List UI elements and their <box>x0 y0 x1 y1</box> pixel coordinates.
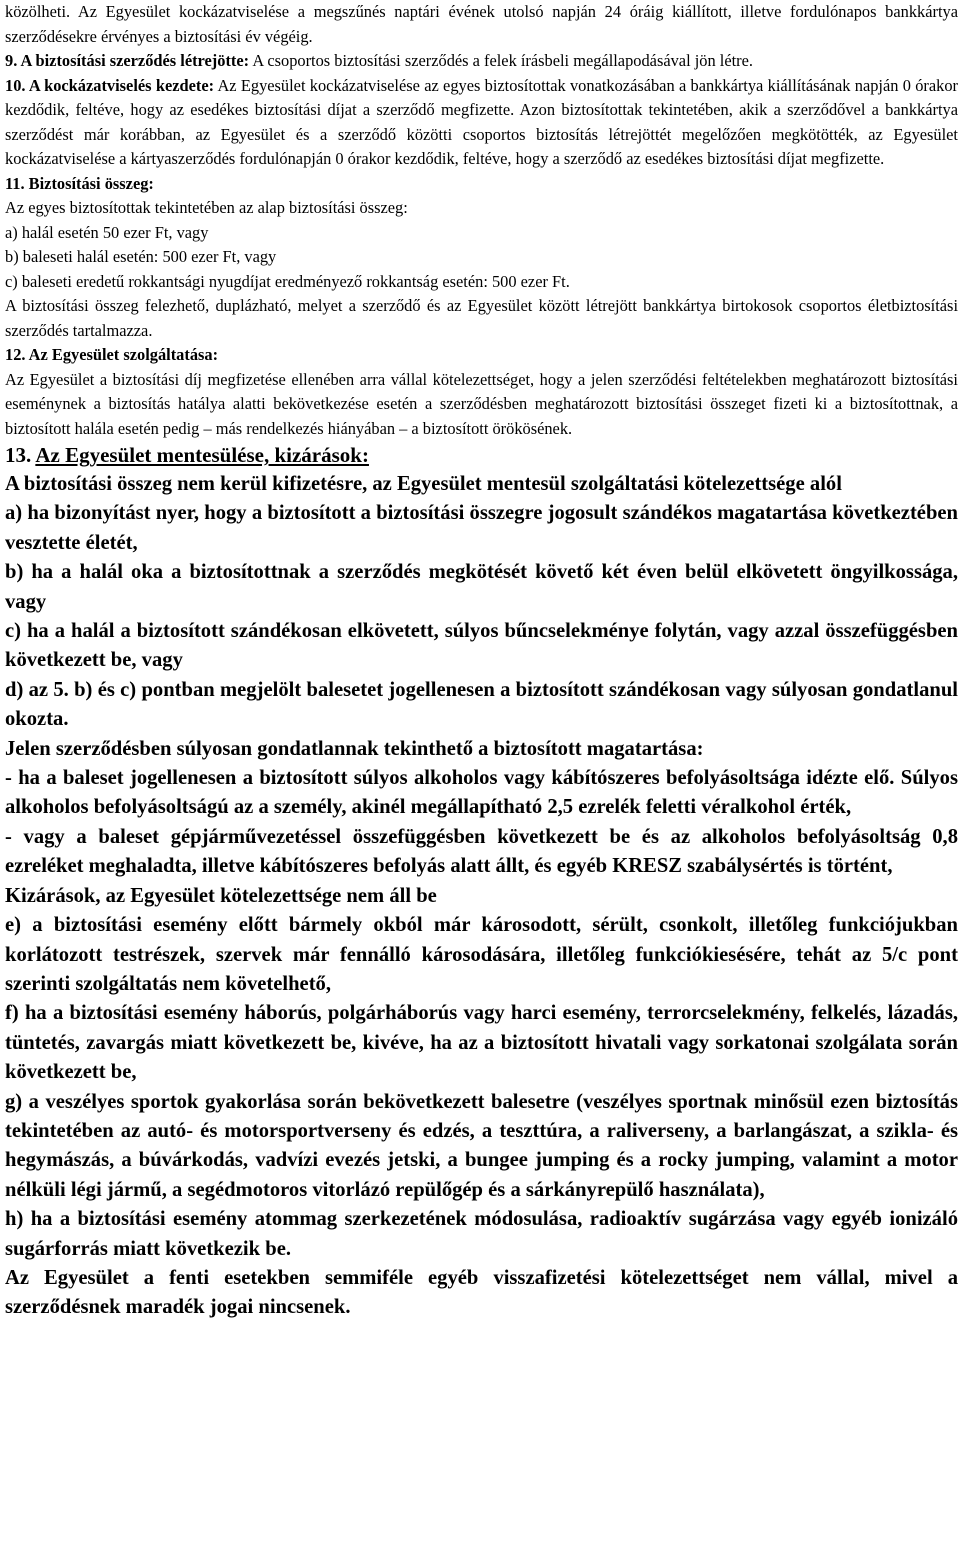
section-11-title: 11. Biztosítási összeg: <box>5 173 154 193</box>
exemption-item-d: d) az 5. b) és c) pontban megjelölt balesetet jogellenesen a biztosított szándékosan vagy súlyosan gondatlanul okozta. <box>5 678 958 731</box>
section-11-intro: Az egyes biztosítottak tekintetében az alap biztosítási összeg: <box>5 198 408 217</box>
exclusions-intro: Kizárások, az Egyesület kötelezettsége nem áll be <box>5 884 437 907</box>
section-9 <box>5 49 958 74</box>
section-13-body <box>5 470 958 1323</box>
exemption-item-a: a) ha bizonyítást nyer, hogy a biztosított a biztosítási összegre jogosult szándékos magatartása következtében vesztette életét, <box>5 502 958 554</box>
section-11-item-a: a) halál esetén 50 ezer Ft, vagy <box>5 222 209 242</box>
exclusion-item-f: f) ha a biztosítási esemény háborús, polgárháborús vagy harci esemény, terrorcselekmény, felkelés, lázadás, tüntetés, zavargás miatt következett be, kivéve, ha az a biztosított hivatali vagy sorkatonai szolgálata során következett be, <box>5 1002 958 1084</box>
section-10-text: Az Egyesület kockázatviselése az egyes biztosítottak vonatkozásában a bankkártya kiállításának napján 0 órakor kezdődik, feltéve, hogy az esedékes biztosítási díjat a szerződő megfizette. Azon biztosítottak tekintetében, akik a szerződővel a bankkártya szerződést már korábban, az Egyesület és a szerződő közötti csoportos biztosítás létrejöttét megelőzően megkötötték, az Egyesület kockázatviselése a kártyaszerződés fordulónapján 0 órakor kezdődik, feltéve, hogy a szerződő az esedékes biztosítási díjat megfizette. <box>5 75 958 168</box>
exemption-item-b: b) ha a halál oka a biztosítottnak a szerződés megkötését követő két éven belül elkövetett öngyilkossága, vagy <box>5 561 958 613</box>
section-9-title: 9. A biztosítási szerződés létrejötte: <box>5 51 250 70</box>
section-10-title: 10. A kockázatviselés kezdete: <box>5 75 215 95</box>
section-13-title: Az Egyesület mentesülése, kizárások: <box>35 443 369 467</box>
section-12-title: 12. Az Egyesület szolgáltatása: <box>5 345 219 364</box>
closing-paragraph: Az Egyesület a fenti esetekben semmiféle egyéb visszafizetési kötelezettséget nem vállal, mivel a szerződésnek maradék jogai nincsenek. <box>5 1266 958 1319</box>
section-9-text: A csoportos biztosítási szerződés a felek írásbeli megállapodásával jön létre. <box>249 51 753 70</box>
section-11-note: A biztosítási összeg felezhető, duplázható, melyet a szerződő és az Egyesület között létrejött bankkártya birtokosok csoportos életbiztosítási szerződés tartalmazza. <box>5 296 958 340</box>
exclusion-item-g: g) a veszélyes sportok gyakorlása során bekövetkezett balesetre (veszélyes sportnak minősül ezen biztosítás tekintetében az autó- és motorsportverseny és edzés, a teszttúra, a raliverseny, a barlangászat, a szikla- és hegymászás, a búvárkodás, vadvízi evezés jetski, a bungee jumping és a rocky jumping, valamint a motor nélküli légi jármű, a segédmotoros vitorlázó repülőgép és a sárkányrepülő használata), <box>5 1090 958 1201</box>
section-13-number: 13. <box>5 443 36 467</box>
section-13-heading <box>5 441 958 470</box>
section-11-item-c: c) baleseti eredetű rokkantsági nyugdíjat eredményező rokkantság esetén: 500 ezer Ft. <box>5 271 570 291</box>
exemption-intro: A biztosítási összeg nem kerül kifizetésre, az Egyesület mentesül szolgáltatási kötelezettsége alól <box>5 473 842 495</box>
exemption-item-c: c) ha a halál a biztosított szándékosan elkövetett, súlyos bűncselekménye folytán, vagy azzal összefüggésben következett be, vagy <box>5 620 958 672</box>
small-text-section <box>5 0 958 441</box>
section-10 <box>5 74 958 172</box>
gross-negligence-intro: Jelen szerződésben súlyosan gondatlannak tekinthető a biztosított magatartása: <box>5 737 704 760</box>
gross-negligence-alcohol: - ha a baleset jogellenesen a biztosított súlyos alkoholos vagy kábítószeres befolyásoltsága idézte elő. Súlyos alkoholos befolyásoltságú az a személy, akinél megállapítható 2,5 ezrelék feletti véralkohol érték, <box>5 767 958 819</box>
section-12-text: Az Egyesület a biztosítási díj megfizetése ellenében arra vállal kötelezettséget, hogy a jelen szerződési feltételekben meghatározott biztosítási eseménynek a biztosítás hatálya alatti bekövetkezése esetén a szerződésben meghatározott biztosítási összeget fizeti ki a biztosítottnak, a biztosított halála esetén pedig – más rendelkezés hiányában – a biztosított örökösének. <box>5 369 958 438</box>
gross-negligence-driving: - vagy a baleset gépjárművezetéssel összefüggésben következett be és az alkoholos befolyásoltság 0,8 ezreléket meghaladta, illetve kábítószeres befolyás alatt állt, és egyéb KRESZ szabálysértés is történt, <box>5 825 958 878</box>
exclusion-item-h: h) ha a biztosítási esemény atommag szerkezetének módosulása, radioaktív sugárzása vagy egyéb ionizáló sugárforrás miatt következik be. <box>5 1208 958 1260</box>
exclusion-item-e: e) a biztosítási esemény előtt bármely okból már károsodott, sérült, csonkolt, illetőleg funkciójukban korlátozott testrészek, szervek már fennálló károsodására, illetőleg funkciókiesésére, tehát az 5/c pont szerinti szolgáltatás nem követelhető, <box>5 914 958 995</box>
section-11-item-b: b) baleseti halál esetén: 500 ezer Ft, vagy <box>5 247 277 266</box>
continuation-paragraph: közölheti. Az Egyesület kockázatviselése a megszűnés naptári évének utolsó napján 24 óráig kiállított, illetve fordulónapos bankkártya szerződésekre érvényes a biztosítási év végéig. <box>5 2 958 46</box>
